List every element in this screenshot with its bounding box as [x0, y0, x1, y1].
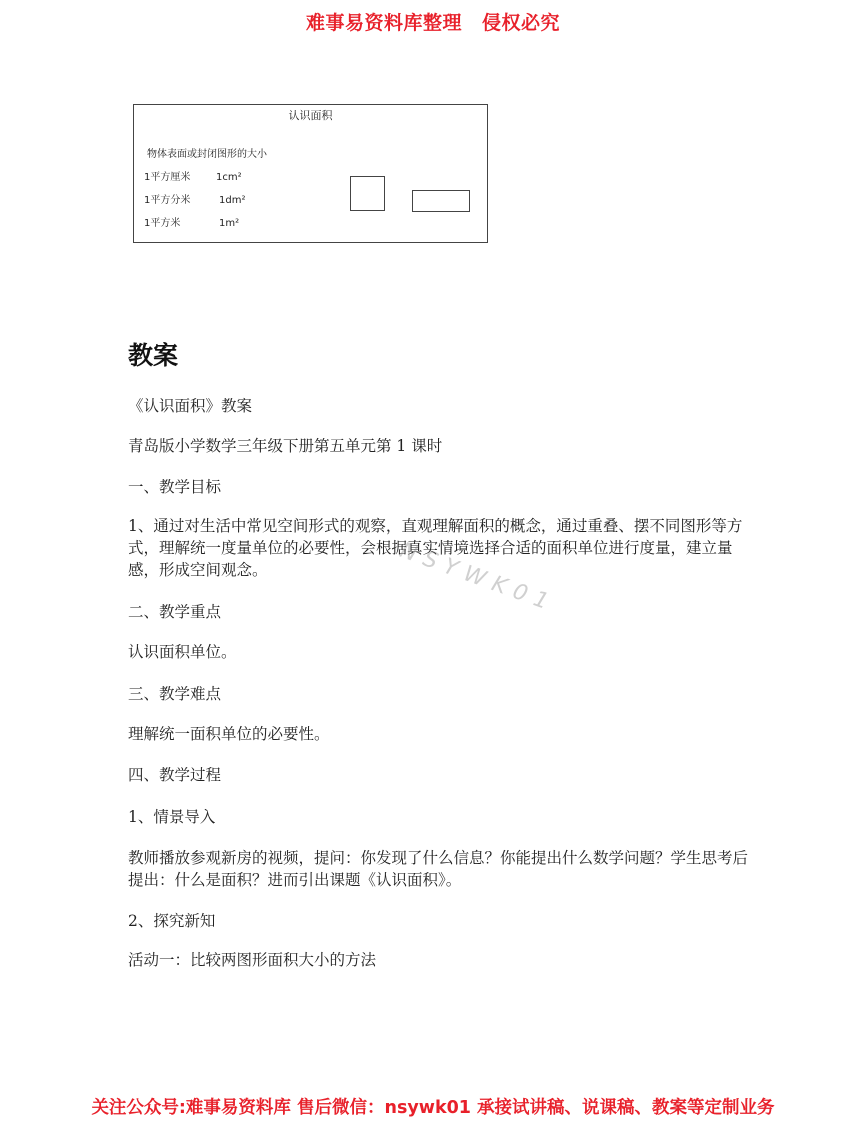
- header-right-text: 侵权必究: [482, 12, 561, 34]
- unit-row: [144, 191, 245, 206]
- section-title-difficulties: 三、教学难点: [128, 685, 222, 703]
- section-title-goals: 一、教学目标: [128, 478, 222, 496]
- square-shape: [350, 176, 385, 211]
- process-step-body: 教师播放参观新房的视频，提问：你发现了什么信息？你能提出什么数学问题？学生思考后提出：什么是面积？进而引出课题《认识面积》。: [128, 849, 749, 889]
- unit-row: [144, 168, 242, 183]
- concept-diagram: [133, 104, 488, 243]
- course-info: 青岛版小学数学三年级下册第五单元第 1 课时: [128, 437, 443, 455]
- section-body-goals: 1、通过对生活中常见空间形式的观察，直观理解面积的概念，通过重叠、摆不同图形等方式，理解统一度量单位的必要性，会根据真实情境选择合适的面积单位进行度量，建立量感，形成空间观念。: [128, 517, 743, 579]
- lesson-title: 《认识面积》教案: [128, 397, 253, 415]
- header-banner: [0, 8, 866, 35]
- unit-name: 1平方米: [144, 218, 181, 229]
- diagram-definition: 物体表面或封闭图形的大小: [147, 149, 267, 160]
- rectangle-shape: [412, 190, 470, 212]
- diagram-title: 认识面积: [288, 109, 333, 122]
- unit-symbol: 1dm²: [219, 195, 246, 206]
- document-heading: 教案: [128, 341, 179, 370]
- footer-banner: 关注公众号:难事易资料库 售后微信：nsywk01 承接试讲稿、说课稿、教案等定制业务: [91, 1098, 775, 1118]
- process-step-body: 活动一：比较两图形面积大小的方法: [128, 951, 377, 969]
- unit-name: 1平方厘米: [144, 172, 191, 183]
- unit-name: 1平方分米: [144, 195, 191, 206]
- process-step-title: 2、探究新知: [128, 912, 216, 930]
- watermark: NSYWK01: [396, 538, 560, 618]
- unit-symbol: 1m²: [219, 218, 240, 229]
- section-title-key-points: 二、教学重点: [128, 603, 222, 621]
- header-left-text: 难事易资料库整理: [305, 12, 462, 34]
- section-body-key-points: 认识面积单位。: [128, 643, 237, 661]
- section-body-difficulties: 理解统一面积单位的必要性。: [128, 725, 330, 743]
- unit-row: [144, 214, 239, 229]
- process-step-title: 1、情景导入: [128, 808, 216, 826]
- unit-symbol: 1cm²: [216, 172, 242, 183]
- section-title-process: 四、教学过程: [128, 766, 222, 784]
